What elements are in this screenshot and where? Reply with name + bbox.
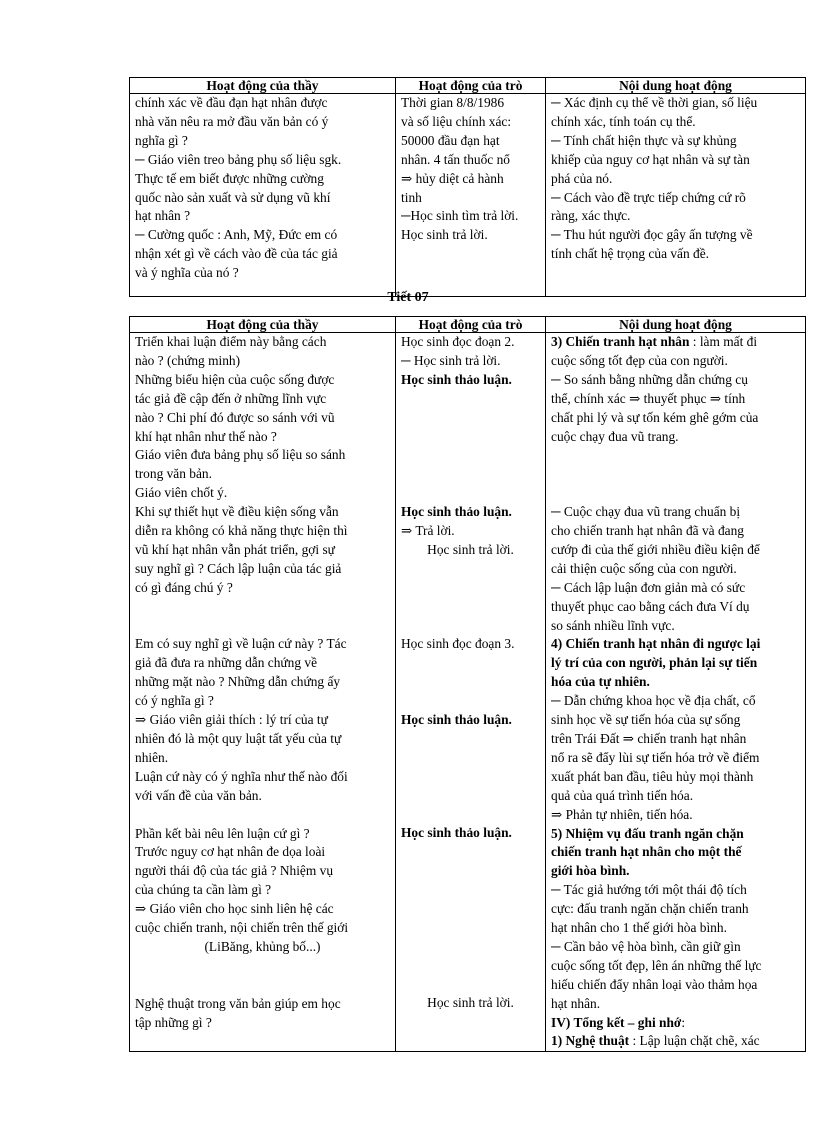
teacher-line: và ý nghĩa của nó ? — [135, 265, 239, 281]
body-text: : — [681, 1014, 686, 1030]
content-line: chính xác, tính toán cụ thể. — [551, 113, 696, 129]
student-line — [401, 409, 540, 428]
content-line: ─ Cách vào đề trực tiếp chứng cứ rõ — [551, 189, 746, 205]
content-line — [551, 1014, 800, 1033]
student-line: Học sinh thảo luận. — [401, 371, 512, 387]
student-line: Học sinh đọc đoạn 2. — [401, 334, 515, 349]
content-line: trên Trái Đất ⇒ chiến tranh hạt nhân — [551, 730, 747, 746]
content-line: ─ Dẫn chứng khoa học về địa chất, cổ — [551, 693, 756, 709]
teacher-line: tập những gì ? — [135, 1014, 212, 1030]
teacher-line: Phần kết bài nêu lên luận cứ gì ? — [135, 825, 310, 841]
teacher-line: Giáo viên đưa bảng phụ số liệu so sánh — [135, 447, 346, 463]
teacher-cell — [130, 94, 396, 297]
content-line: ─ Cuộc chạy đua vũ trang chuẩn bị — [551, 504, 741, 520]
header-student: Hoạt động của trò — [396, 317, 546, 333]
student-line — [401, 616, 540, 635]
student-line: Học sinh thảo luận. — [401, 711, 512, 727]
teacher-line: có gì đáng chú ý ? — [135, 579, 233, 595]
heading-text: 1) Nghệ thuật — [551, 1033, 630, 1049]
teacher-line: nghĩa gì ? — [135, 132, 188, 148]
teacher-line — [135, 598, 390, 617]
content-line: ─ Thu hút người đọc gây ấn tượng về — [551, 227, 753, 243]
content-line: hiếu chiến đẩy nhân loại vào thảm họa — [551, 976, 758, 992]
student-line — [401, 805, 540, 824]
content-line: ─ Tính chất hiện thực và sự khủng — [551, 132, 737, 148]
student-line — [401, 692, 540, 711]
student-line — [401, 957, 540, 976]
teacher-line: nhiên đó là một quy luật tất yếu của tự — [135, 731, 342, 746]
content-line: hóa của tự nhiên. — [551, 674, 650, 690]
content-line: 5) Nhiệm vụ đấu tranh ngăn chặn — [551, 825, 744, 841]
content-line: ─ So sánh bằng những dẫn chứng cụ — [551, 371, 748, 387]
teacher-line: giả đã đưa ra những dẫn chứng về — [135, 655, 318, 671]
content-line: giới hòa bình. — [551, 863, 630, 879]
teacher-line: trong văn bản. — [135, 466, 212, 482]
teacher-line: với vấn đề của văn bản. — [135, 787, 262, 803]
student-line — [401, 881, 540, 900]
heading-text: 3) Chiến tranh hạt nhân — [551, 334, 690, 349]
student-line — [401, 560, 540, 579]
student-line: Học sinh đọc đoạn 3. — [401, 636, 515, 652]
content-line: chất phi lý và sự tốn kém ghê gớm của — [551, 409, 759, 425]
teacher-line: Luận cứ này có ý nghĩa như thế nào đối — [135, 768, 348, 784]
student-line: ⇒ Trả lời. — [401, 522, 455, 538]
student-line: tinh — [401, 189, 422, 205]
student-line — [401, 428, 540, 447]
content-line: hạt nhân cho 1 thế giới hòa bình. — [551, 920, 727, 936]
teacher-line — [135, 976, 390, 995]
content-line: khiếp của nguy cơ hạt nhân và sự tàn — [551, 151, 750, 167]
teacher-line: Khi sự thiết hụt về điều kiện sống vẫn — [135, 504, 339, 520]
student-line — [401, 900, 540, 919]
content-line: ─ Xác định cụ thể về thời gian, số liệu — [551, 95, 758, 110]
student-line: 50000 đầu đạn hạt — [401, 132, 500, 148]
content-line: cuộc chạy đua vũ trang. — [551, 428, 679, 444]
content-cell — [546, 333, 806, 1052]
teacher-line: ─ Cường quốc : Anh, Mỹ, Đức em có — [135, 227, 338, 243]
table-header-row — [130, 78, 806, 94]
teacher-line: có ý nghĩa gì ? — [135, 693, 214, 709]
content-line: lý trí của con người, phản lại sự tiến — [551, 655, 758, 671]
content-line: sinh học về sự tiến hóa của sự sống — [551, 712, 741, 728]
teacher-line: Em có suy nghĩ gì về luận cứ này ? Tác — [135, 636, 347, 652]
teacher-line: Nghệ thuật trong văn bản giúp em học — [135, 995, 341, 1011]
teacher-line — [135, 806, 390, 825]
content-line: ─ Cách lập luận đơn giản mà có sức — [551, 579, 746, 595]
content-line: ⇒ Phản tự nhiên, tiến hóa. — [551, 806, 693, 822]
student-line — [401, 862, 540, 881]
header-content: Nội dung hoạt động — [546, 317, 806, 333]
heading-text: IV) Tổng kết – ghi nhớ — [551, 1014, 682, 1030]
student-line: Học sinh trả lời. — [401, 227, 488, 243]
student-line: Học sinh thảo luận. — [401, 825, 512, 841]
content-cell — [546, 94, 806, 297]
student-line: ─ Học sinh trả lời. — [401, 352, 501, 368]
teacher-line: (LiBăng, khủng bố...) — [204, 938, 321, 954]
content-line: tính chất hệ trọng của vấn đề. — [551, 246, 710, 262]
student-line — [401, 749, 540, 768]
teacher-line: chính xác về đầu đạn hạt nhân được — [135, 95, 328, 110]
student-line — [401, 843, 540, 862]
content-line: cuộc sống tốt đẹp, lên án những thế lực — [551, 957, 762, 973]
student-line — [401, 446, 540, 465]
content-line: cho chiến tranh hạt nhân đã và đang — [551, 523, 744, 539]
table-row — [130, 94, 806, 297]
student-line — [401, 730, 540, 749]
content-line: quả của quá trình tiến hóa. — [551, 787, 694, 803]
teacher-line: Trước nguy cơ hạt nhân đe dọa loài — [135, 844, 326, 860]
student-line — [401, 787, 540, 806]
student-line — [401, 598, 540, 617]
section-title: Tiết 07 — [387, 290, 429, 305]
content-line: hạt nhân. — [551, 995, 601, 1011]
content-line: chiến tranh hạt nhân cho một thế — [551, 844, 742, 860]
student-line — [401, 579, 540, 598]
content-line: cực: đấu tranh ngăn chặn chiến tranh — [551, 901, 749, 917]
teacher-line: cuộc chiến tranh, nội chiến trên thế giới — [135, 920, 349, 936]
teacher-line: những mặt nào ? Những dẫn chứng ấy — [135, 674, 341, 690]
content-line — [551, 446, 800, 465]
teacher-line: Những biểu hiện của cuộc sống được — [135, 371, 335, 387]
activity-table-2 — [129, 316, 806, 1052]
student-line — [401, 654, 540, 673]
content-line — [551, 1032, 800, 1051]
student-line — [401, 768, 540, 787]
table-header-row — [130, 317, 806, 333]
student-line: Học sinh thảo luận. — [401, 504, 512, 520]
student-line — [401, 919, 540, 938]
content-line — [551, 333, 800, 352]
content-line: cuộc sống tốt đẹp của con người. — [551, 352, 728, 368]
teacher-line: ⇒ Giáo viên cho học sinh liên hệ các — [135, 901, 334, 917]
teacher-line: hạt nhân ? — [135, 208, 191, 224]
student-line — [401, 484, 540, 503]
content-line — [551, 465, 800, 484]
teacher-line: diễn ra không có khả năng thực hiện thì — [135, 523, 348, 539]
teacher-line: nào ? (chứng minh) — [135, 352, 241, 368]
student-line — [401, 938, 540, 957]
content-line: ràng, xác thực. — [551, 208, 631, 224]
teacher-line — [135, 957, 390, 976]
header-content: Nội dung hoạt động — [546, 78, 806, 94]
content-line: xuất phát ban đầu, tiêu hủy mọi thành — [551, 768, 754, 784]
teacher-line: ⇒ Giáo viên giải thích : lý trí của tự — [135, 712, 328, 728]
content-line: phá của nó. — [551, 170, 613, 186]
table-row — [130, 333, 806, 1052]
student-line: và số liệu chính xác: — [401, 113, 512, 129]
content-line: thuyết phục cao bằng cách đưa Ví dụ — [551, 598, 750, 614]
activity-table-1 — [129, 77, 806, 297]
teacher-line: nhận xét gì về cách vào đề của tác giả — [135, 246, 338, 262]
student-line — [401, 975, 540, 994]
teacher-line: nhà văn nêu ra mở đầu văn bản có ý — [135, 113, 329, 129]
content-line: so sánh nhiều lĩnh vực. — [551, 617, 675, 633]
teacher-line: của chúng ta cần làm gì ? — [135, 882, 272, 898]
teacher-line: khí hạt nhân như thế nào ? — [135, 428, 277, 444]
content-line: nổ ra sẽ đẩy lùi sự tiến hóa trở về điểm — [551, 749, 760, 765]
teacher-line: nào ? Chi phí đó được so sánh với vũ — [135, 409, 335, 425]
content-line: thể, chính xác ⇒ thuyết phục ⇒ tính — [551, 390, 746, 406]
student-line — [401, 390, 540, 409]
teacher-line: Thực tế em biết được những cường — [135, 170, 324, 186]
body-text: : làm mất đi — [689, 334, 758, 349]
student-line: nhân. 4 tấn thuốc nổ — [401, 151, 510, 167]
header-teacher: Hoạt động của thầy — [130, 317, 396, 333]
content-line: 4) Chiến tranh hạt nhân đi ngược lại — [551, 636, 761, 652]
body-text: : Lập luận chặt chẽ, xác — [629, 1033, 760, 1049]
student-line — [401, 673, 540, 692]
student-line: ⇒ hủy diệt cả hành — [401, 170, 504, 186]
teacher-line: Giáo viên chốt ý. — [135, 485, 228, 501]
student-line: Thời gian 8/8/1986 — [401, 95, 505, 110]
teacher-line: vũ khí hạt nhân vẫn phát triển, gợi sự — [135, 541, 335, 557]
content-line: cải thiện cuộc sống của con người. — [551, 560, 737, 576]
header-teacher: Hoạt động của thầy — [130, 78, 396, 94]
teacher-cell — [130, 333, 396, 1052]
teacher-line — [135, 617, 390, 636]
teacher-line: ─ Giáo viên treo bảng phụ số liệu sgk. — [135, 151, 342, 167]
student-line: Học sinh trả lời. — [427, 995, 514, 1011]
content-line — [551, 484, 800, 503]
teacher-line: quốc nào sản xuất và sử dụng vũ khí — [135, 189, 331, 205]
student-cell — [396, 333, 546, 1052]
teacher-line: suy nghĩ gì ? Cách lập luận của tác giả — [135, 560, 342, 576]
teacher-line: người thái độ của tác giả ? Nhiệm vụ — [135, 863, 334, 879]
student-cell — [396, 94, 546, 297]
header-student: Hoạt động của trò — [396, 78, 546, 94]
teacher-line: Triển khai luận điểm này bằng cách — [135, 334, 327, 349]
student-line: ─Học sinh tìm trả lời. — [401, 208, 519, 224]
teacher-line: nhiên. — [135, 749, 169, 765]
content-line: ─ Cần bảo vệ hòa bình, cần giữ gìn — [551, 938, 741, 954]
student-line — [401, 465, 540, 484]
teacher-line: tác giả đề cập đến ở những lĩnh vực — [135, 390, 327, 406]
content-line: ─ Tác giả hướng tới một thái độ tích — [551, 882, 747, 898]
student-line: Học sinh trả lời. — [427, 541, 514, 557]
content-line: cướp đi của thế giới nhiều điều kiện để — [551, 541, 760, 557]
